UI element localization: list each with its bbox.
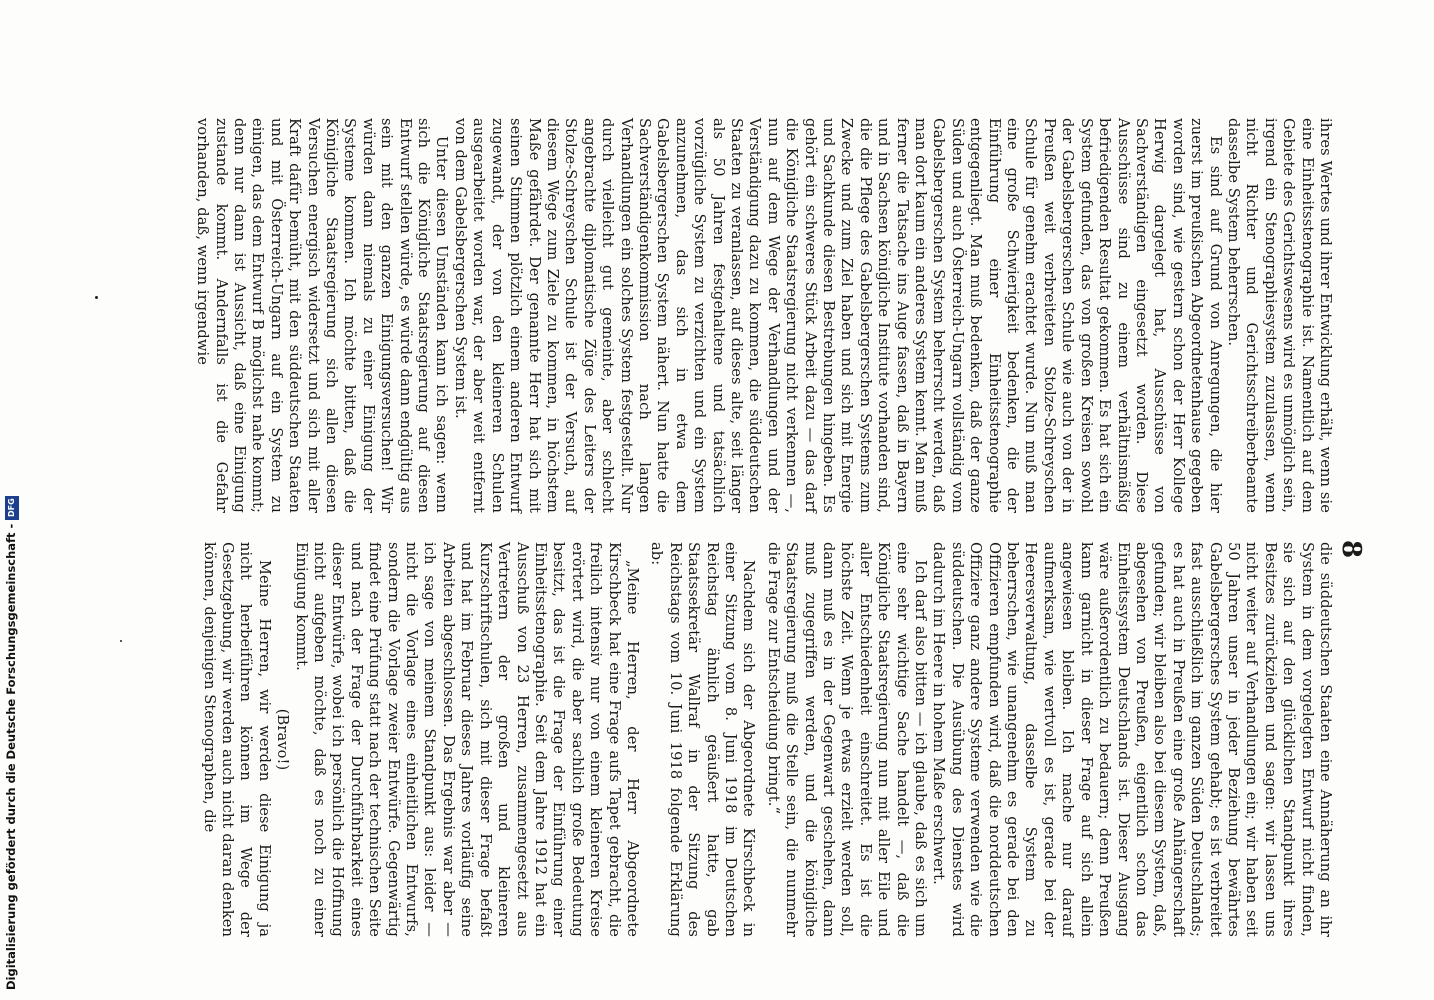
footer-text: Digitalisierung gefördert durch die Deutsche Forschungsgemeinschaft - [4,523,18,990]
rotated-page [104,110,1404,990]
paragraph: die süddeutschen Staaten eine Annäherung an ihr System in dem vorgelegten Entwurf nicht finden, sie sich auf den glücklichen Standpunkt ihres Besitzes zurückziehen und sagen: wir lassen uns nicht weiter auf Verhandlungen ein; wir haben seit 50 Jahren unser in jeder Beziehung bewährtes Gabelsbergersches System gehabt; es ist verbreitet fast ausschließlich im ganzen Süden Deutschlands; es hat auch in Preußen eine große Anhängerschaft gefunden; wir bleiben also bei diesem System, daß, abgesehen von Preußen, eigentlich schon das Einheitssystem Deutschlands ist. Dieser Ausgang wäre außerordentlich zu bedauern; denn Preußen kann garnicht in dieser Frage auf sich allein angewiesen bleiben. Ich mache nur darauf aufmerksam, wie wertvoll es ist, gerade bei der Heeresverwaltung, dasselbe System zu beherrschen, wie unangenehm es gerade bei den Offizieren empfunden wird, daß die norddeutschen Offiziere ganz andere Systeme verwenden wie die süddeutschen. Die Ausübung des Dienstes wird dadurch im Heere in hohem Maße erschwert. [930,542,1334,937]
page-number: 8 [1336,540,1366,559]
paragraph: Ich darf also bitten — ich glaube, daß es sich um eine sehr wichtige Sache handelt —, daß die Königliche Staatsregierung nun mit aller Eile und aller Entschiedenheit einschreitet. Es ist die höchste Zeit. Wenn je etwas erzielt werden soll, dann muß es in der Gegenwart geschehen, dann muß zugegriffen werden, und die königliche Staatsregierung muß die Stelle sein, die nunmehr die Frage zur Entscheidung bringt.“ [764,542,930,937]
paragraph: ihres Wertes und ihrer Entwicklung erhält, wenn sie eine Einheitsstenographie ist. Namentlich auf dem Gebiete des Gerichtswesens wird es unmöglich sein, irgend ein Stenographiesystem zuzulassen, wenn nicht Richter und Gerichtsschreiberbeamte dasselbe System beherrschen. [1224,118,1334,513]
paragraph: „Meine Herren, der Herr Abgeordnete Kirschbeck hat eine Frage aufs Tapet gebracht, die freilich intensiv nur von einem kleineren Kreise erörtert wird, die aber sachlich große Bedeutung besitzt, das ist die Frage der Einführung einer Einheitsstenographie. Seit dem Jahre 1912 hat ein Ausschuß von 23 Herren, zusammengesetzt aus Vertretern der großen und kleineren Kurzschriftschulen, sich mit dieser Frage befaßt und hat im Februar dieses Jahres vorläufig seine Arbeiten abgeschlossen. Das Ergebnis war aber — ich sage von meinem Standpunkt aus: leider — nicht die Vorlage eines einheitlichen Entwurfs, sondern die Vorlage zweier Entwürfe. Gegenwärtig findet eine Prüfung statt nach der technischen Seite und nach der Frage der Durchführbarkeit eines dieser Entwürfe, wobei ich persönlich die Hoffnung nicht aufgeben möchte, daß es noch zu einer Einigung kommt. [292,542,641,937]
applause-note: (Bravo!) [274,708,292,771]
paragraph: Unter diesen Umständen kann ich sagen: wenn sich die Königliche Staatsregierung auf diesen Entwurf stellen würde, es würde dann endgültig aus sein mit den ganzen Einigungsversuchen! Wir würden dann niemals zu einer Einigung der Systeme kommen. Ich möchte bitten, daß die Königliche Staatsregierung sich allen diesen Versuchen energisch widersetzt und sich mit aller Kraft dafür bemüht, mit den süddeutschen Staaten und mit Österreich-Ungarn auf ein System zu einigen, das dem Entwurf B möglichst nahe kommt; denn nur dann ist Aussicht, daß eine Einigung zustande kommt. Andernfalls ist die Gefahr vorhanden, daß, wenn irgendwie [194,118,451,513]
digitization-footer [4,0,20,990]
scan-speck [95,296,98,299]
paragraph: Nachdem sich der Abgeordnete Kirschbeck in einer Sitzung vom 8. Juni 1918 im Deutschen Reichstag ähnlich geäußert hatte, gab Staatssekretär Wallraf in der Sitzung des Reichstags vom 10. Juni 1918 folgende Erklärung ab: [648,542,758,937]
paragraph: Es sind auf Grund von Anregungen, die hier zuerst im preußischen Abgeordnetenhause gegeben worden sind, wie gestern schon der Herr Kollege Herwig dargelegt hat, Ausschüsse von Sachverständigen eingesetzt worden. Diese Ausschüsse sind zu einem verhältnismäßig befriedigenden Resultat gekommen. Es hat sich ein System gefunden, das von großen Kreisen sowohl der Gabelsbergerschen Schule wie auch von der in Preußen weit verbreiteten Stolze-Schreyschen Schule für genehm erachtet wurde. Nun muß man eine große Schwierigkeit bedenken, die der Einführung einer Einheitsstenographie entgegenliegt. Man muß bedenken, daß der ganze Süden und auch Österreich-Ungarn vollständig vom Gabelsbergerschen System beherrscht werden, daß man dort kaum ein anderes System kennt. Man muß ferner die Tatsache ins Auge fassen, daß in Bayern und in Sachsen königliche Institute vorhanden sind, die die Pflege des Gabelsbergerschen Systems zum Zwecke und zum Ziel haben und sich mit Energie und Sachkunde diesen Bestrebungen hingeben. Es gehört ein schweres Stück Arbeit dazu — das darf die Königliche Staatsregierung nicht verkennen —, nun auf dem Wege der Verhandlungen und der Verständigung dazu zu kommen, die süddeutschen Staaten zu veranlassen, auf dieses alte, seit länger als 50 Jahren festgehaltene und tatsächlich vorzügliche System zu verzichten und ein System anzunehmen, das sich in etwa dem Gabelsbergerschen System nähert. Nun hatte die Sachverständigenkommission nach langen Verhandlungen ein solches System festgestellt. Nur durch vielleicht gut gemeinte, aber schlecht angebrachte diplomatische Züge des Leiters der Stolze-Schreyschen Schule ist der Versuch, auf diesem Wege zum Ziele zu kommen, in höchstem Maße gefährdet. Der genannte Herr hat sich mit seinen Stimmen plötzlich einem anderen Entwurf zugewandt, der von den kleineren Schulen ausgearbeitet worden war, der aber weit entfernt von dem Gabelsbergerschen System ist. [451,118,1224,513]
dfg-logo: DFG [5,496,19,520]
paragraph: Meine Herren, wir werden diese Einigung ja nicht herbeiführen können im Wege der Gesetzgebung, wir werden auch nicht daran denken können, denjenigen Stenographen, die [200,542,273,937]
left-column [193,118,1334,513]
right-column [199,542,1334,937]
